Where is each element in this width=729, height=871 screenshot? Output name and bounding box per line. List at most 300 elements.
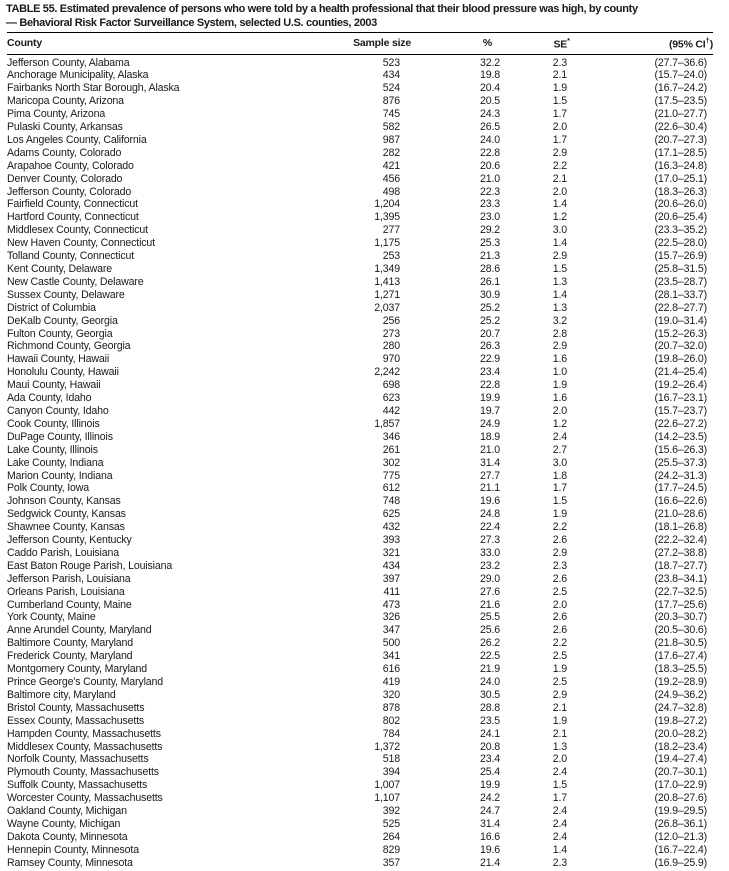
county-cell: Arapahoe County, Colorado [7, 159, 134, 172]
ci-cell: (21.8–30.5) [654, 637, 707, 650]
table-row [7, 753, 713, 766]
sample-size-cell: 802 [382, 714, 400, 727]
county-cell: Sedgwick County, Kansas [7, 508, 126, 521]
percent-cell: 20.6 [479, 159, 500, 172]
county-cell: Ada County, Idaho [7, 392, 92, 405]
county-cell: Frederick County, Maryland [7, 650, 133, 663]
percent-cell: 23.3 [479, 198, 500, 211]
county-cell: Adams County, Colorado [7, 146, 122, 159]
ci-cell: (17.0–22.9) [654, 779, 707, 792]
sample-size-cell: 616 [382, 663, 400, 676]
table-row [7, 263, 713, 276]
ci-cell: (24.9–36.2) [654, 688, 707, 701]
ci-cell: (15.7–23.7) [654, 404, 707, 417]
table-row [7, 160, 713, 173]
percent-cell: 29.2 [479, 224, 500, 237]
se-cell: 1.4 [552, 198, 567, 211]
se-cell: 1.7 [552, 482, 567, 495]
percent-cell: 21.9 [479, 663, 500, 676]
se-cell: 2.4 [552, 766, 567, 779]
county-cell: New Haven County, Connecticut [7, 237, 155, 250]
table-row [7, 418, 713, 431]
ci-cell: (21.0–27.7) [654, 108, 707, 121]
percent-cell: 24.0 [479, 133, 500, 146]
table-row [7, 108, 713, 121]
sample-size-cell: 500 [382, 637, 400, 650]
se-cell: 1.7 [552, 108, 567, 121]
percent-cell: 19.8 [479, 69, 500, 82]
percent-cell: 30.9 [479, 288, 500, 301]
table-row [7, 676, 713, 689]
table-row [7, 611, 713, 624]
table-row [7, 121, 713, 134]
county-cell: Baltimore County, Maryland [7, 637, 134, 650]
sample-size-cell: 1,372 [374, 740, 400, 753]
county-cell: Shawnee County, Kansas [7, 521, 125, 534]
county-cell: Hampden County, Massachusetts [7, 727, 161, 740]
se-cell: 1.3 [552, 275, 567, 288]
county-cell: District of Columbia [7, 301, 96, 314]
sample-size-cell: 442 [382, 404, 400, 417]
se-cell: 1.6 [552, 353, 567, 366]
se-cell: 2.3 [552, 559, 567, 572]
se-cell: 2.1 [552, 172, 567, 185]
table-row [7, 650, 713, 663]
ci-label-close: ) [709, 38, 713, 51]
ci-cell: (15.7–26.9) [654, 250, 707, 263]
percent-cell: 32.2 [479, 56, 500, 69]
se-cell: 2.6 [552, 611, 567, 624]
ci-cell: (18.2–23.4) [654, 740, 707, 753]
percent-cell: 22.3 [479, 185, 500, 198]
county-cell: Jefferson Parish, Louisiana [7, 572, 131, 585]
ci-cell: (22.8–27.7) [654, 301, 707, 314]
county-cell: Orleans Parish, Louisiana [7, 585, 125, 598]
sample-size-cell: 1,175 [374, 237, 400, 250]
sample-size-cell: 878 [382, 701, 400, 714]
se-cell: 1.6 [552, 392, 567, 405]
table-row [7, 54, 713, 69]
se-cell: 1.2 [552, 211, 567, 224]
se-cell: 1.4 [552, 288, 567, 301]
se-cell: 1.5 [552, 95, 567, 108]
percent-cell: 24.3 [479, 108, 500, 121]
sample-size-cell: 456 [382, 172, 400, 185]
percent-cell: 19.9 [479, 392, 500, 405]
table-row [7, 134, 713, 147]
sample-size-cell: 524 [382, 82, 400, 95]
table-row [7, 586, 713, 599]
table-row [7, 831, 713, 844]
table-row [7, 495, 713, 508]
sample-size-cell: 1,007 [374, 779, 400, 792]
table-row [7, 82, 713, 95]
percent-cell: 23.2 [479, 559, 500, 572]
ci-cell: (20.7–27.3) [654, 133, 707, 146]
ci-cell: (20.0–28.2) [654, 727, 707, 740]
county-cell: Ramsey County, Minnesota [7, 856, 133, 869]
percent-cell: 26.3 [479, 340, 500, 353]
percent-cell: 31.4 [479, 817, 500, 830]
table-row [7, 482, 713, 495]
table-row [7, 315, 713, 328]
county-cell: Jefferson County, Colorado [7, 185, 132, 198]
se-cell: 2.0 [552, 404, 567, 417]
se-cell: 2.9 [552, 546, 567, 559]
sample-size-cell: 434 [382, 69, 400, 82]
ci-cell: (19.0–31.4) [654, 314, 707, 327]
table-row [7, 328, 713, 341]
percent-cell: 21.3 [479, 250, 500, 263]
sample-size-cell: 473 [382, 598, 400, 611]
county-cell: Richmond County, Georgia [7, 340, 131, 353]
table-row [7, 779, 713, 792]
se-cell: 2.2 [552, 521, 567, 534]
percent-cell: 24.2 [479, 792, 500, 805]
se-cell: 1.4 [552, 237, 567, 250]
table-row [7, 69, 713, 82]
ci-cell: (24.7–32.8) [654, 701, 707, 714]
se-cell: 2.9 [552, 688, 567, 701]
percent-cell: 25.2 [479, 314, 500, 327]
sample-size-cell: 612 [382, 482, 400, 495]
percent-cell: 27.7 [479, 469, 500, 482]
se-cell: 2.2 [552, 637, 567, 650]
se-cell: 3.0 [552, 456, 567, 469]
se-cell: 2.1 [552, 701, 567, 714]
sample-size-cell: 256 [382, 314, 400, 327]
table-row [7, 508, 713, 521]
county-cell: Hawaii County, Hawaii [7, 353, 110, 366]
sample-size-cell: 623 [382, 392, 400, 405]
table-row [7, 211, 713, 224]
percent-cell: 20.7 [479, 327, 500, 340]
table-row [7, 392, 713, 405]
table-row [7, 353, 713, 366]
county-cell: Tolland County, Connecticut [7, 250, 135, 263]
sample-size-cell: 876 [382, 95, 400, 108]
ci-cell: (22.6–27.2) [654, 417, 707, 430]
ci-cell: (14.2–23.5) [654, 430, 707, 443]
sample-size-cell: 987 [382, 133, 400, 146]
sample-size-cell: 698 [382, 379, 400, 392]
sample-size-cell: 1,204 [374, 198, 400, 211]
sample-size-cell: 302 [382, 456, 400, 469]
county-cell: Cook County, Illinois [7, 417, 100, 430]
se-cell: 1.5 [552, 263, 567, 275]
sample-size-cell: 775 [382, 469, 400, 482]
ci-cell: (16.7–23.1) [654, 392, 707, 405]
ci-cell: (16.7–22.4) [654, 843, 707, 856]
table-row [7, 276, 713, 289]
col-header-se [506, 33, 574, 55]
sample-size-cell: 784 [382, 727, 400, 740]
county-cell: Anne Arundel County, Maryland [7, 624, 152, 637]
table-row [7, 95, 713, 108]
ci-cell: (16.6–22.6) [654, 495, 707, 508]
se-cell: 2.3 [552, 56, 567, 69]
sample-size-cell: 397 [382, 572, 400, 585]
se-cell: 1.4 [552, 843, 567, 856]
sample-size-cell: 745 [382, 108, 400, 121]
percent-cell: 29.0 [479, 572, 500, 585]
sample-size-cell: 970 [382, 353, 400, 366]
se-cell: 2.6 [552, 534, 567, 547]
se-cell: 2.2 [552, 159, 567, 172]
percent-cell: 22.5 [479, 650, 500, 663]
sample-size-cell: 2,037 [374, 301, 400, 314]
sample-size-cell: 277 [382, 224, 400, 237]
sample-size-cell: 264 [382, 830, 400, 843]
sample-size-cell: 392 [382, 805, 400, 818]
table-row [7, 818, 713, 831]
se-cell: 2.9 [552, 340, 567, 353]
county-cell: Dakota County, Minnesota [7, 830, 128, 843]
ci-cell: (21.4–25.4) [654, 366, 707, 379]
ci-cell: (17.1–28.5) [654, 146, 707, 159]
table-row [7, 844, 713, 857]
table-row [7, 702, 713, 715]
ci-cell: (20.8–27.6) [654, 792, 707, 805]
col-header-percent: % [413, 33, 506, 55]
table-row [7, 470, 713, 483]
percent-cell: 24.7 [479, 805, 500, 818]
sample-size-cell: 421 [382, 159, 400, 172]
se-label: SE [553, 38, 568, 51]
percent-cell: 28.8 [479, 701, 500, 714]
table-row [7, 792, 713, 805]
table-row [7, 741, 713, 754]
sample-size-cell: 280 [382, 340, 400, 353]
percent-cell: 23.4 [479, 753, 500, 766]
table-row [7, 405, 713, 418]
table-row [7, 521, 713, 534]
sample-size-cell: 253 [382, 250, 400, 263]
percent-cell: 25.6 [479, 624, 500, 637]
table-row [7, 250, 713, 263]
ci-cell: (20.7–32.0) [654, 340, 707, 353]
percent-cell: 27.6 [479, 585, 500, 598]
sample-size-cell: 523 [382, 56, 400, 69]
table-row [7, 573, 713, 586]
percent-cell: 30.5 [479, 688, 500, 701]
se-cell: 1.9 [552, 714, 567, 727]
sample-size-cell: 1,395 [374, 211, 400, 224]
percent-cell: 22.8 [479, 146, 500, 159]
se-cell: 3.0 [552, 224, 567, 237]
county-cell: Denver County, Colorado [7, 172, 123, 185]
col-header-county: County [7, 33, 296, 55]
se-cell: 3.2 [552, 314, 567, 327]
ci-cell: (20.3–30.7) [654, 611, 707, 624]
percent-cell: 19.6 [479, 495, 500, 508]
percent-cell: 22.9 [479, 353, 500, 366]
sample-size-cell: 419 [382, 676, 400, 688]
county-cell: Wayne County, Michigan [7, 817, 121, 830]
county-cell: Prince George's County, Maryland [7, 676, 164, 688]
table-row [7, 237, 713, 250]
sample-size-cell: 347 [382, 624, 400, 637]
sample-size-cell: 1,107 [374, 792, 400, 805]
ci-cell: (23.3–35.2) [654, 224, 707, 237]
table-row [7, 663, 713, 676]
se-cell: 2.5 [552, 585, 567, 598]
sample-size-cell: 394 [382, 766, 400, 779]
ci-cell: (18.3–25.5) [654, 663, 707, 676]
se-cell: 2.0 [552, 753, 567, 766]
table-row [7, 186, 713, 199]
ci-cell: (22.2–32.4) [654, 534, 707, 547]
ci-cell: (16.3–24.8) [654, 159, 707, 172]
county-cell: Fairfield County, Connecticut [7, 198, 138, 211]
ci-cell: (17.6–27.4) [654, 650, 707, 663]
se-cell: 2.9 [552, 250, 567, 263]
se-cell: 2.5 [552, 650, 567, 663]
ci-footnote-marker: † [705, 36, 710, 45]
sample-size-cell: 282 [382, 146, 400, 159]
percent-cell: 23.0 [479, 211, 500, 224]
sample-size-cell: 1,857 [374, 417, 400, 430]
table-row [7, 857, 713, 870]
se-cell: 1.9 [552, 82, 567, 95]
se-cell: 1.0 [552, 366, 567, 379]
ci-cell: (27.7–36.6) [654, 56, 707, 69]
ci-cell: (20.7–30.1) [654, 766, 707, 779]
percent-cell: 20.4 [479, 82, 500, 95]
percent-cell: 24.1 [479, 727, 500, 740]
sample-size-cell: 261 [382, 443, 400, 456]
table-row [7, 289, 713, 302]
se-footnote-marker: * [567, 36, 570, 45]
percent-cell: 26.1 [479, 275, 500, 288]
se-cell: 2.4 [552, 830, 567, 843]
ci-cell: (18.7–27.7) [654, 559, 707, 572]
table-title-line-2: — Behavioral Risk Factor Surveillance System, selected U.S. counties, 2003 [6, 16, 377, 29]
table-row [7, 173, 713, 186]
ci-cell: (27.2–38.8) [654, 546, 707, 559]
county-cell: Middlesex County, Massachusetts [7, 740, 163, 753]
ci-label: (95% CI [669, 38, 706, 51]
sample-size-cell: 411 [383, 585, 400, 598]
county-cell: DeKalb County, Georgia [7, 314, 118, 327]
se-cell: 2.4 [552, 817, 567, 830]
se-cell: 2.0 [552, 121, 567, 134]
ci-cell: (15.2–26.3) [654, 327, 707, 340]
county-cell: Baltimore city, Maryland [7, 688, 116, 701]
sample-size-cell: 357 [382, 856, 400, 869]
percent-cell: 19.6 [479, 843, 500, 856]
ci-cell: (20.6–26.0) [654, 198, 707, 211]
table-row [7, 728, 713, 741]
county-cell: Norfolk County, Massachusetts [7, 753, 149, 766]
prevalence-table [7, 32, 713, 870]
percent-cell: 20.8 [479, 740, 500, 753]
county-cell: Canyon County, Idaho [7, 404, 109, 417]
se-cell: 1.3 [552, 301, 567, 314]
se-cell: 2.6 [552, 572, 567, 585]
county-cell: Hartford County, Connecticut [7, 211, 139, 224]
county-cell: Pima County, Arizona [7, 108, 106, 121]
ci-cell: (19.2–26.4) [654, 379, 707, 392]
county-cell: Los Angeles County, California [7, 133, 147, 146]
county-cell: Pulaski County, Arkansas [7, 121, 123, 134]
se-cell: 1.5 [552, 495, 567, 508]
ci-cell: (17.5–23.5) [654, 95, 707, 108]
table-row [7, 224, 713, 237]
ci-cell: (19.8–27.2) [654, 714, 707, 727]
se-cell: 2.4 [552, 430, 567, 443]
percent-cell: 28.6 [479, 263, 500, 275]
se-cell: 2.1 [552, 69, 567, 82]
ci-cell: (19.4–27.4) [654, 753, 707, 766]
ci-cell: (15.7–24.0) [654, 69, 707, 82]
table-row [7, 198, 713, 211]
county-cell: Polk County, Iowa [7, 482, 90, 495]
county-cell: Worcester County, Massachusetts [7, 792, 163, 805]
county-cell: Montgomery County, Maryland [7, 663, 148, 676]
table-row [7, 366, 713, 379]
header-row [7, 33, 713, 55]
county-cell: Middlesex County, Connecticut [7, 224, 148, 237]
ci-cell: (23.8–34.1) [654, 572, 707, 585]
ci-cell: (16.9–25.9) [654, 856, 707, 869]
ci-cell: (28.1–33.7) [654, 288, 707, 301]
percent-cell: 21.0 [479, 172, 500, 185]
sample-size-cell: 525 [382, 817, 400, 830]
sample-size-cell: 498 [382, 185, 400, 198]
percent-cell: 19.7 [479, 404, 500, 417]
percent-cell: 23.4 [479, 366, 500, 379]
table-row [7, 766, 713, 779]
ci-cell: (19.2–28.9) [654, 676, 707, 688]
se-cell: 1.9 [552, 663, 567, 676]
county-cell: Jefferson County, Kentucky [7, 534, 132, 547]
table-row [7, 805, 713, 818]
se-cell: 2.3 [552, 856, 567, 869]
percent-cell: 25.3 [479, 237, 500, 250]
sample-size-cell: 625 [382, 508, 400, 521]
county-cell: Anchorage Municipality, Alaska [7, 69, 149, 82]
sample-size-cell: 321 [382, 546, 400, 559]
se-cell: 2.0 [552, 598, 567, 611]
sample-size-cell: 434 [382, 559, 400, 572]
table-row [7, 560, 713, 573]
se-cell: 2.7 [552, 443, 567, 456]
county-cell: Cumberland County, Maine [7, 598, 132, 611]
county-cell: East Baton Rouge Parish, Louisiana [7, 559, 173, 572]
ci-cell: (22.6–30.4) [654, 121, 707, 134]
county-cell: York County, Maine [7, 611, 96, 624]
col-header-ci [574, 33, 713, 55]
percent-cell: 24.9 [479, 417, 500, 430]
table-row [7, 457, 713, 470]
table-row [7, 147, 713, 160]
ci-cell: (22.5–28.0) [654, 237, 707, 250]
percent-cell: 21.0 [479, 443, 500, 456]
se-cell: 2.9 [552, 146, 567, 159]
sample-size-cell: 432 [382, 521, 400, 534]
se-cell: 1.3 [552, 740, 567, 753]
table-title [0, 0, 729, 30]
ci-cell: (19.8–26.0) [654, 353, 707, 366]
county-cell: Jefferson County, Alabama [7, 56, 130, 69]
sample-size-cell: 346 [382, 430, 400, 443]
ci-cell: (25.8–31.5) [654, 263, 707, 275]
sample-size-cell: 326 [382, 611, 400, 624]
se-cell: 2.1 [552, 727, 567, 740]
ci-cell: (21.0–28.6) [654, 508, 707, 521]
table-title-line-1: TABLE 55. Estimated prevalence of persons who were told by a health professional that their blood pressure was high, by county [6, 3, 638, 15]
